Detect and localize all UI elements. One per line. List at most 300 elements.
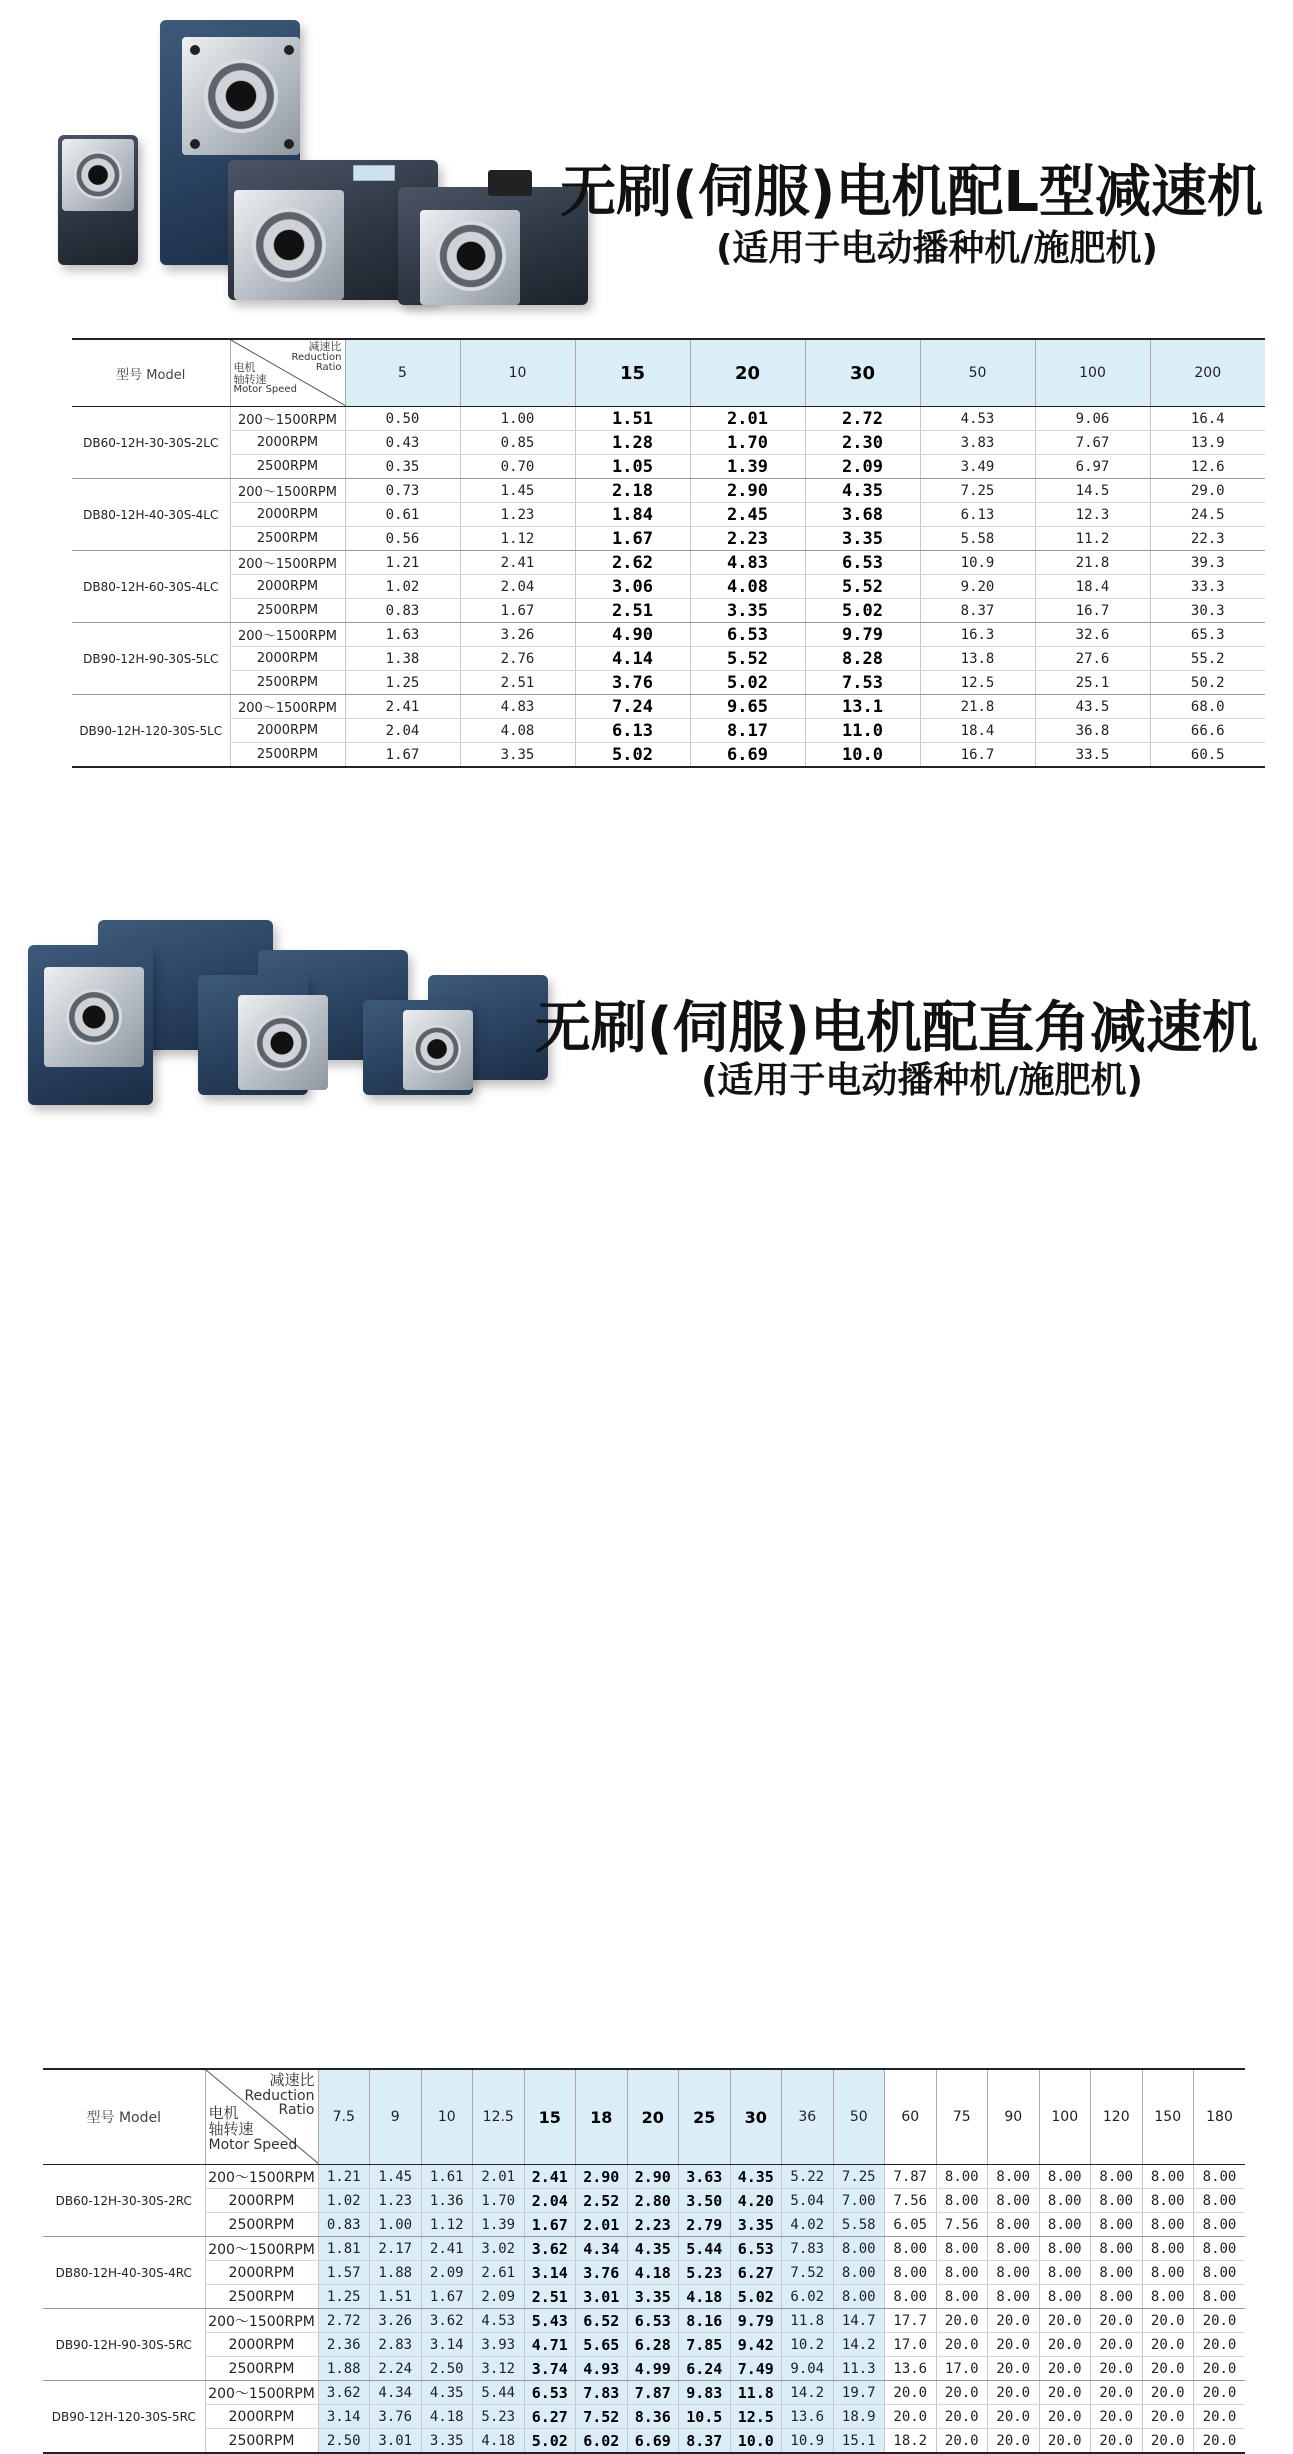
torque-value-cell: 8.00: [988, 2165, 1040, 2189]
speed-header-cn1: 电机: [208, 2104, 239, 2122]
torque-value-cell: 20.0: [936, 2333, 988, 2357]
torque-value-cell: 8.00: [1039, 2165, 1091, 2189]
torque-value-cell: 13.9: [1150, 431, 1265, 455]
torque-value-cell: 2.30: [805, 431, 920, 455]
torque-value-cell: 7.00: [833, 2189, 885, 2213]
model-name-cell: DB80-12H-40-30S-4RC: [43, 2237, 205, 2309]
torque-value-cell: 20.0: [1039, 2333, 1091, 2357]
torque-value-cell: 2.09: [473, 2285, 525, 2309]
torque-value-cell: 21.8: [920, 695, 1035, 719]
torque-value-cell: 7.83: [576, 2381, 628, 2405]
model-name-cell: DB60-12H-30-30S-2RC: [43, 2165, 205, 2237]
ratio-header-cell: 150: [1142, 2069, 1194, 2165]
motor-speed-cell: 2000RPM: [230, 431, 345, 455]
ratio-header-cell: 200: [1150, 339, 1265, 407]
table-row: [43, 2261, 1245, 2285]
torque-value-cell: 20.0: [1194, 2429, 1246, 2454]
table-row: [72, 479, 1265, 503]
torque-value-cell: 8.00: [1039, 2189, 1091, 2213]
ratio-header-cn: 减速比: [308, 340, 342, 353]
motor-speed-cell: 200～1500RPM: [205, 2165, 318, 2189]
torque-value-cell: 2.36: [318, 2333, 370, 2357]
torque-value-cell: 9.79: [730, 2309, 782, 2333]
torque-value-cell: 29.0: [1150, 479, 1265, 503]
torque-value-cell: 8.00: [1091, 2237, 1143, 2261]
torque-value-cell: 8.00: [936, 2165, 988, 2189]
torque-value-cell: 8.37: [679, 2429, 731, 2454]
torque-value-cell: 1.25: [345, 671, 460, 695]
torque-value-cell: 1.88: [318, 2357, 370, 2381]
torque-value-cell: 7.25: [833, 2165, 885, 2189]
speed-header-en: Motor Speed: [208, 2136, 298, 2153]
table-row: [72, 623, 1265, 647]
torque-value-cell: 3.26: [370, 2309, 422, 2333]
torque-value-cell: 3.14: [318, 2405, 370, 2429]
torque-value-cell: 6.05: [885, 2213, 937, 2237]
motor-speed-cell: 200～1500RPM: [230, 695, 345, 719]
torque-value-cell: 4.14: [575, 647, 690, 671]
torque-value-cell: 3.50: [679, 2189, 731, 2213]
torque-value-cell: 1.70: [473, 2189, 525, 2213]
torque-value-cell: 1.51: [575, 407, 690, 431]
torque-value-cell: 3.62: [318, 2381, 370, 2405]
torque-value-cell: 14.5: [1035, 479, 1150, 503]
torque-value-cell: 2.23: [690, 527, 805, 551]
motor-speed-cell: 2000RPM: [205, 2333, 318, 2357]
torque-value-cell: 7.24: [575, 695, 690, 719]
torque-value-cell: 18.4: [920, 719, 1035, 743]
motor-speed-cell: 2500RPM: [205, 2213, 318, 2237]
torque-value-cell: 1.57: [318, 2261, 370, 2285]
torque-value-cell: 6.53: [805, 551, 920, 575]
model-name-cell: DB90-12H-120-30S-5RC: [43, 2381, 205, 2454]
torque-value-cell: 9.83: [679, 2381, 731, 2405]
torque-value-cell: 4.34: [576, 2237, 628, 2261]
torque-value-cell: 20.0: [1091, 2333, 1143, 2357]
torque-value-cell: 0.83: [345, 599, 460, 623]
table-row: [72, 455, 1265, 479]
torque-value-cell: 6.53: [730, 2237, 782, 2261]
torque-value-cell: 8.36: [627, 2405, 679, 2429]
torque-value-cell: 4.93: [576, 2357, 628, 2381]
ratio-header-cell: 90: [988, 2069, 1040, 2165]
torque-value-cell: 7.56: [936, 2213, 988, 2237]
ratio-header-en2: Ratio: [315, 362, 342, 374]
ratio-header-cell: 60: [885, 2069, 937, 2165]
motor-speed-cell: 2000RPM: [205, 2189, 318, 2213]
torque-value-cell: 7.52: [782, 2261, 834, 2285]
torque-value-cell: 1.00: [460, 407, 575, 431]
torque-value-cell: 17.0: [885, 2333, 937, 2357]
table-row: [72, 671, 1265, 695]
torque-value-cell: 11.8: [782, 2309, 834, 2333]
table-row: [43, 2165, 1245, 2189]
torque-value-cell: 3.76: [576, 2261, 628, 2285]
torque-value-cell: 12.3: [1035, 503, 1150, 527]
torque-value-cell: 4.18: [627, 2261, 679, 2285]
torque-value-cell: 22.3: [1150, 527, 1265, 551]
torque-value-cell: 6.13: [575, 719, 690, 743]
table-row: [72, 431, 1265, 455]
torque-value-cell: 5.02: [730, 2285, 782, 2309]
torque-value-cell: 0.50: [345, 407, 460, 431]
ratio-header-cell: 100: [1039, 2069, 1091, 2165]
torque-value-cell: 20.0: [1091, 2405, 1143, 2429]
motor-speed-cell: 2500RPM: [230, 599, 345, 623]
speed-header-cn2: 轴转速: [233, 372, 267, 386]
torque-value-cell: 2.23: [627, 2213, 679, 2237]
torque-value-cell: 19.7: [833, 2381, 885, 2405]
torque-value-cell: 8.00: [1091, 2165, 1143, 2189]
torque-value-cell: 20.0: [1039, 2309, 1091, 2333]
torque-value-cell: 4.83: [690, 551, 805, 575]
table-row: [72, 695, 1265, 719]
torque-value-cell: 8.00: [1194, 2213, 1246, 2237]
motor-speed-cell: 2500RPM: [230, 671, 345, 695]
motor-speed-cell: 2500RPM: [230, 527, 345, 551]
torque-value-cell: 6.69: [627, 2429, 679, 2454]
torque-value-cell: 3.62: [421, 2309, 473, 2333]
torque-value-cell: 6.97: [1035, 455, 1150, 479]
ratio-header-cell: 30: [805, 339, 920, 407]
torque-value-cell: 27.6: [1035, 647, 1150, 671]
torque-value-cell: 1.00: [370, 2213, 422, 2237]
torque-value-cell: 5.65: [576, 2333, 628, 2357]
torque-value-cell: 17.0: [936, 2357, 988, 2381]
torque-value-cell: 1.21: [345, 551, 460, 575]
torque-value-cell: 8.00: [1039, 2261, 1091, 2285]
torque-value-cell: 2.41: [460, 551, 575, 575]
torque-value-cell: 2.90: [627, 2165, 679, 2189]
torque-value-cell: 1.67: [460, 599, 575, 623]
table-row: [72, 551, 1265, 575]
torque-value-cell: 2.50: [318, 2429, 370, 2454]
torque-value-cell: 5.04: [782, 2189, 834, 2213]
torque-value-cell: 7.85: [679, 2333, 731, 2357]
ratio-header-cell: 10: [421, 2069, 473, 2165]
torque-value-cell: 0.43: [345, 431, 460, 455]
torque-value-cell: 2.01: [473, 2165, 525, 2189]
torque-value-cell: 20.0: [1142, 2429, 1194, 2454]
table-row: [43, 2333, 1245, 2357]
ratio-header-cell: 20: [627, 2069, 679, 2165]
torque-value-cell: 7.56: [885, 2189, 937, 2213]
torque-value-cell: 8.00: [1142, 2261, 1194, 2285]
torque-value-cell: 10.9: [782, 2429, 834, 2454]
torque-value-cell: 2.04: [345, 719, 460, 743]
torque-value-cell: 2.51: [460, 671, 575, 695]
torque-value-cell: 7.87: [627, 2381, 679, 2405]
speed-header-cn2: 轴转速: [208, 2119, 254, 2138]
ratio-speed-header: [205, 2069, 318, 2165]
section-subtitle-right-angle: (适用于电动播种机/施肥机): [700, 1060, 1143, 1101]
ratio-header-cell: 15: [524, 2069, 576, 2165]
table-row: [43, 2381, 1245, 2405]
torque-value-cell: 2.17: [370, 2237, 422, 2261]
torque-value-cell: 8.00: [1142, 2237, 1194, 2261]
section-title-right-angle: 无刷(伺服)电机配直角减速机: [534, 996, 1258, 1061]
product-photo-l-type: [48, 15, 588, 305]
motor-speed-cell: 2000RPM: [230, 719, 345, 743]
torque-value-cell: 13.6: [782, 2405, 834, 2429]
torque-value-cell: 8.00: [833, 2285, 885, 2309]
torque-value-cell: 5.23: [473, 2405, 525, 2429]
torque-value-cell: 13.1: [805, 695, 920, 719]
model-name-cell: DB90-12H-120-30S-5LC: [72, 695, 230, 768]
torque-value-cell: 10.5: [679, 2405, 731, 2429]
ratio-header-cell: 50: [833, 2069, 885, 2165]
torque-value-cell: 11.0: [805, 719, 920, 743]
torque-value-cell: 11.2: [1035, 527, 1150, 551]
torque-value-cell: 0.61: [345, 503, 460, 527]
torque-value-cell: 2.83: [370, 2333, 422, 2357]
torque-value-cell: 1.38: [345, 647, 460, 671]
motor-speed-cell: 200～1500RPM: [205, 2237, 318, 2261]
torque-value-cell: 2.24: [370, 2357, 422, 2381]
torque-value-cell: 55.2: [1150, 647, 1265, 671]
torque-value-cell: 32.6: [1035, 623, 1150, 647]
motor-speed-cell: 200～1500RPM: [230, 623, 345, 647]
torque-value-cell: 5.58: [833, 2213, 885, 2237]
torque-value-cell: 8.00: [988, 2213, 1040, 2237]
torque-value-cell: 8.00: [988, 2285, 1040, 2309]
speed-header-cn1: 电机: [233, 361, 256, 374]
torque-value-cell: 16.3: [920, 623, 1035, 647]
torque-value-cell: 4.35: [805, 479, 920, 503]
torque-value-cell: 2.09: [421, 2261, 473, 2285]
torque-value-cell: 30.3: [1150, 599, 1265, 623]
torque-value-cell: 8.00: [1091, 2189, 1143, 2213]
torque-value-cell: 12.5: [920, 671, 1035, 695]
torque-value-cell: 12.6: [1150, 455, 1265, 479]
torque-value-cell: 20.0: [988, 2381, 1040, 2405]
torque-value-cell: 43.5: [1035, 695, 1150, 719]
torque-value-cell: 33.5: [1035, 743, 1150, 768]
torque-value-cell: 8.00: [1194, 2237, 1246, 2261]
torque-value-cell: 1.70: [690, 431, 805, 455]
torque-value-cell: 2.79: [679, 2213, 731, 2237]
torque-value-cell: 39.3: [1150, 551, 1265, 575]
torque-value-cell: 4.53: [920, 407, 1035, 431]
torque-value-cell: 9.20: [920, 575, 1035, 599]
torque-value-cell: 10.2: [782, 2333, 834, 2357]
torque-value-cell: 9.06: [1035, 407, 1150, 431]
torque-value-cell: 3.49: [920, 455, 1035, 479]
torque-value-cell: 8.17: [690, 719, 805, 743]
torque-value-cell: 12.5: [730, 2405, 782, 2429]
torque-value-cell: 13.8: [920, 647, 1035, 671]
spec-table-right-angle: [43, 2068, 1245, 2454]
torque-value-cell: 20.0: [1039, 2357, 1091, 2381]
torque-value-cell: 20.0: [1142, 2405, 1194, 2429]
torque-value-cell: 20.0: [936, 2405, 988, 2429]
torque-value-cell: 8.00: [988, 2189, 1040, 2213]
torque-value-cell: 8.00: [1194, 2285, 1246, 2309]
torque-value-cell: 1.45: [370, 2165, 422, 2189]
torque-value-cell: 3.02: [473, 2237, 525, 2261]
torque-value-cell: 2.41: [524, 2165, 576, 2189]
table-header-row: [72, 339, 1265, 407]
torque-value-cell: 8.00: [1039, 2213, 1091, 2237]
table-row: [72, 599, 1265, 623]
torque-value-cell: 1.67: [575, 527, 690, 551]
torque-value-cell: 8.00: [1039, 2285, 1091, 2309]
torque-value-cell: 1.67: [421, 2285, 473, 2309]
torque-value-cell: 2.18: [575, 479, 690, 503]
torque-value-cell: 20.0: [988, 2405, 1040, 2429]
torque-value-cell: 1.84: [575, 503, 690, 527]
torque-value-cell: 5.52: [690, 647, 805, 671]
torque-value-cell: 2.61: [473, 2261, 525, 2285]
torque-value-cell: 20.0: [885, 2381, 937, 2405]
torque-value-cell: 2.01: [576, 2213, 628, 2237]
torque-value-cell: 8.28: [805, 647, 920, 671]
ratio-header-cell: 20: [690, 339, 805, 407]
motor-speed-cell: 2000RPM: [205, 2405, 318, 2429]
torque-value-cell: 18.2: [885, 2429, 937, 2454]
ratio-header-cell: 10: [460, 339, 575, 407]
torque-value-cell: 2.09: [805, 455, 920, 479]
torque-value-cell: 1.21: [318, 2165, 370, 2189]
torque-value-cell: 20.0: [1142, 2333, 1194, 2357]
torque-value-cell: 16.4: [1150, 407, 1265, 431]
torque-value-cell: 14.7: [833, 2309, 885, 2333]
torque-value-cell: 6.24: [679, 2357, 731, 2381]
model-name-cell: DB80-12H-60-30S-4LC: [72, 551, 230, 623]
torque-value-cell: 24.5: [1150, 503, 1265, 527]
torque-value-cell: 11.8: [730, 2381, 782, 2405]
speed-header-label: [234, 362, 297, 396]
torque-value-cell: 2.45: [690, 503, 805, 527]
torque-value-cell: 3.35: [460, 743, 575, 768]
torque-value-cell: 5.43: [524, 2309, 576, 2333]
torque-value-cell: 1.28: [575, 431, 690, 455]
ratio-speed-header: [230, 339, 345, 407]
torque-value-cell: 20.0: [936, 2429, 988, 2454]
torque-value-cell: 4.53: [473, 2309, 525, 2333]
torque-value-cell: 2.90: [690, 479, 805, 503]
torque-value-cell: 20.0: [988, 2333, 1040, 2357]
torque-value-cell: 8.00: [988, 2237, 1040, 2261]
torque-value-cell: 20.0: [988, 2357, 1040, 2381]
torque-value-cell: 5.23: [679, 2261, 731, 2285]
torque-value-cell: 5.02: [575, 743, 690, 768]
torque-value-cell: 18.4: [1035, 575, 1150, 599]
torque-value-cell: 9.42: [730, 2333, 782, 2357]
torque-value-cell: 8.00: [1039, 2237, 1091, 2261]
torque-value-cell: 8.00: [1194, 2261, 1246, 2285]
torque-value-cell: 16.7: [920, 743, 1035, 768]
section-title-l-type: 无刷(伺服)电机配L型减速机: [560, 160, 1263, 225]
torque-value-cell: 4.34: [370, 2381, 422, 2405]
torque-value-cell: 65.3: [1150, 623, 1265, 647]
torque-value-cell: 2.50: [421, 2357, 473, 2381]
torque-value-cell: 3.62: [524, 2237, 576, 2261]
motor-speed-cell: 2000RPM: [205, 2261, 318, 2285]
table-row: [43, 2405, 1245, 2429]
torque-value-cell: 21.8: [1035, 551, 1150, 575]
table-row: [72, 527, 1265, 551]
table-row: [43, 2357, 1245, 2381]
ratio-header-cell: 50: [920, 339, 1035, 407]
torque-value-cell: 8.00: [1142, 2213, 1194, 2237]
table-header-row: [43, 2069, 1245, 2165]
model-header: 型号 Model: [43, 2069, 205, 2165]
table-row: [72, 719, 1265, 743]
speed-header-label: [209, 2106, 298, 2152]
table-row: [43, 2285, 1245, 2309]
ratio-header-cell: 12.5: [473, 2069, 525, 2165]
torque-value-cell: 1.51: [370, 2285, 422, 2309]
table-row: [72, 575, 1265, 599]
torque-value-cell: 9.65: [690, 695, 805, 719]
torque-value-cell: 2.04: [460, 575, 575, 599]
model-name-cell: DB60-12H-30-30S-2LC: [72, 407, 230, 479]
table-row: [43, 2213, 1245, 2237]
torque-value-cell: 0.56: [345, 527, 460, 551]
torque-value-cell: 8.00: [988, 2261, 1040, 2285]
table-row: [72, 743, 1265, 768]
torque-value-cell: 20.0: [1091, 2429, 1143, 2454]
torque-value-cell: 20.0: [1039, 2405, 1091, 2429]
torque-value-cell: 20.0: [1194, 2381, 1246, 2405]
torque-value-cell: 14.2: [782, 2381, 834, 2405]
torque-value-cell: 3.01: [576, 2285, 628, 2309]
torque-value-cell: 1.45: [460, 479, 575, 503]
torque-value-cell: 3.35: [730, 2213, 782, 2237]
torque-value-cell: 6.53: [690, 623, 805, 647]
torque-value-cell: 10.9: [920, 551, 1035, 575]
torque-value-cell: 15.1: [833, 2429, 885, 2454]
table-row: [43, 2189, 1245, 2213]
torque-value-cell: 4.35: [627, 2237, 679, 2261]
torque-value-cell: 1.39: [690, 455, 805, 479]
torque-value-cell: 3.63: [679, 2165, 731, 2189]
torque-value-cell: 1.67: [345, 743, 460, 768]
torque-value-cell: 2.72: [805, 407, 920, 431]
ratio-header-label: [292, 341, 342, 374]
torque-value-cell: 8.00: [885, 2237, 937, 2261]
table-row: [43, 2309, 1245, 2333]
torque-value-cell: 6.28: [627, 2333, 679, 2357]
torque-value-cell: 7.83: [782, 2237, 834, 2261]
torque-value-cell: 9.79: [805, 623, 920, 647]
torque-value-cell: 1.63: [345, 623, 460, 647]
torque-value-cell: 2.41: [345, 695, 460, 719]
torque-value-cell: 6.13: [920, 503, 1035, 527]
torque-value-cell: 4.08: [690, 575, 805, 599]
model-name-cell: DB90-12H-90-30S-5RC: [43, 2309, 205, 2381]
torque-value-cell: 3.93: [473, 2333, 525, 2357]
torque-value-cell: 66.6: [1150, 719, 1265, 743]
torque-value-cell: 5.02: [690, 671, 805, 695]
torque-value-cell: 5.44: [473, 2381, 525, 2405]
torque-value-cell: 8.00: [1142, 2285, 1194, 2309]
torque-value-cell: 8.00: [1091, 2285, 1143, 2309]
torque-value-cell: 8.37: [920, 599, 1035, 623]
torque-value-cell: 8.00: [833, 2261, 885, 2285]
torque-value-cell: 2.80: [627, 2189, 679, 2213]
motor-speed-cell: 2000RPM: [230, 503, 345, 527]
torque-value-cell: 5.52: [805, 575, 920, 599]
torque-value-cell: 1.61: [421, 2165, 473, 2189]
torque-value-cell: 8.00: [936, 2189, 988, 2213]
ratio-header-cell: 180: [1194, 2069, 1246, 2165]
torque-value-cell: 1.02: [345, 575, 460, 599]
torque-value-cell: 8.00: [1142, 2165, 1194, 2189]
torque-value-cell: 6.53: [627, 2309, 679, 2333]
torque-value-cell: 7.67: [1035, 431, 1150, 455]
